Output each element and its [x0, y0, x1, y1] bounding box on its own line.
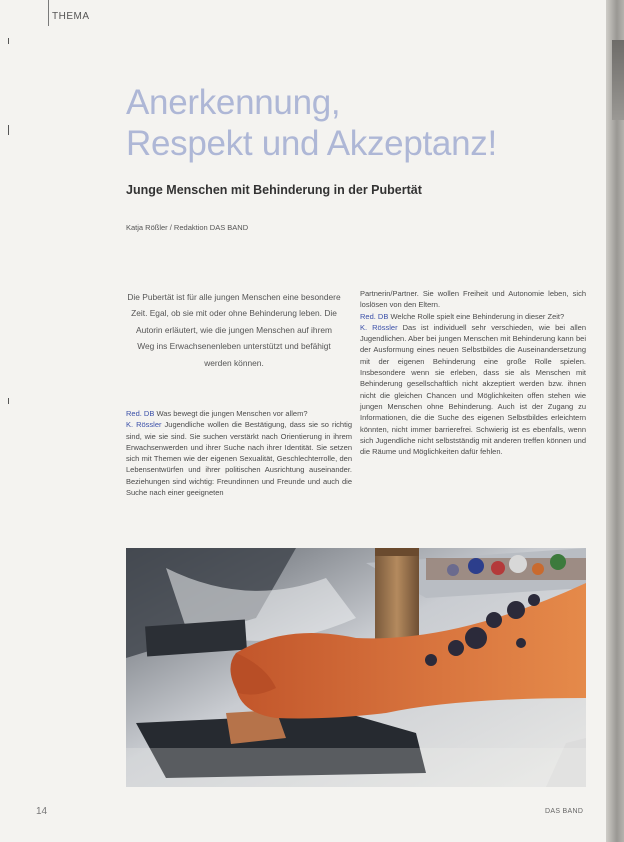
- answer-continuation: [360, 288, 586, 311]
- question-text: Welche Rolle spielt eine Behinderung in dieser Zeit?: [390, 311, 565, 321]
- interview-question: [126, 408, 352, 419]
- speaker-label: K. Rössler: [360, 322, 398, 332]
- answer-text: Partnerin/Partner. Sie wollen Freiheit und Autonomie leben, sich loslösen von den Eltern.: [360, 289, 586, 310]
- answer-text: Jugendliche wollen die Bestätigung, dass sie so richtig sind, wie sie sind. Sie suchen verstärkt nach Orientierung in ihrem Erwachsenwerden und ihrer Suche nach ihrer Identität. Sie setzen sich mit Themen wie der eigenen Sexualität, Geschlechterrolle, den Lebensentwürfen und ihrer politischen Ausrichtung auseinander. Beziehungen sind wichtig: Freundinnen und Freunde und auch die Suche nach einer geeigneten: [126, 420, 352, 498]
- speaker-label: Red. DB: [360, 311, 389, 321]
- article-title: [126, 82, 586, 164]
- interview-question: [360, 311, 586, 322]
- margin-mark: [8, 398, 9, 404]
- header-rule: [48, 0, 49, 26]
- margin-mark: [8, 38, 9, 44]
- interview-answer: [126, 419, 352, 498]
- intro-paragraph: Die Pubertät ist für alle jungen Menschen eine besondere Zeit. Egal, ob sie mit oder ohne Behinderung leben. Die Autorin erläutert, wie die jungen Menschen auf ihrem Weg ins Erwachsenenleben unterstützt und befähigt werden können.: [127, 292, 341, 368]
- article-photo: [126, 548, 586, 787]
- article-subtitle: Junge Menschen mit Behinderung in der Pubertät: [126, 183, 422, 197]
- answer-text: Das ist individuell sehr verschieden, wie bei allen Jugendlichen. Aber bei jungen Menschen mit Behinderung kann bei der Ausformung eines neuen Selbstbildes die Auseinandersetzung mit der eigenen Behinderung eine große Rolle spielen. Insbesondere wenn sie erleben, dass sie als Menschen mit Behinderung gesellschaftlich nicht akzeptiert werden bzw. ihnen nicht die gleichen Chancen und Möglichkeiten offen stehen wie jungen Menschen ohne Behinderung. Auch ist der Zugang zu Informationen, die die Suche des eigenen Selbstbildes erleichtern könnten, nicht immer barrierefrei. Schwierig ist es ebenfalls, wenn sich Jugendliche nicht selbstständig mit anderen treffen können und die Räume und Möglichkeiten dafür fehlen.: [360, 322, 586, 457]
- title-line-1: Anerkennung,: [126, 83, 341, 122]
- page-edge-mark: [612, 40, 624, 120]
- question-text: Was bewegt die jungen Menschen vor allem?: [156, 409, 308, 418]
- column-left: [126, 408, 352, 498]
- column-right: [360, 288, 586, 457]
- interview-answer: [360, 322, 586, 458]
- title-line-2: Respekt und Akzeptanz!: [126, 124, 497, 163]
- speaker-label: Red. DB: [126, 409, 155, 418]
- speaker-label: K. Rössler: [126, 420, 162, 430]
- margin-mark: [8, 125, 9, 135]
- page-number: 14: [36, 806, 48, 817]
- photo-illustration: [126, 548, 586, 787]
- byline: Katja Rößler / Redaktion DAS BAND: [126, 223, 249, 232]
- footer-brand: DAS BAND: [545, 808, 584, 815]
- page-edge-shadow: [606, 0, 624, 842]
- section-label: THEMA: [52, 11, 90, 22]
